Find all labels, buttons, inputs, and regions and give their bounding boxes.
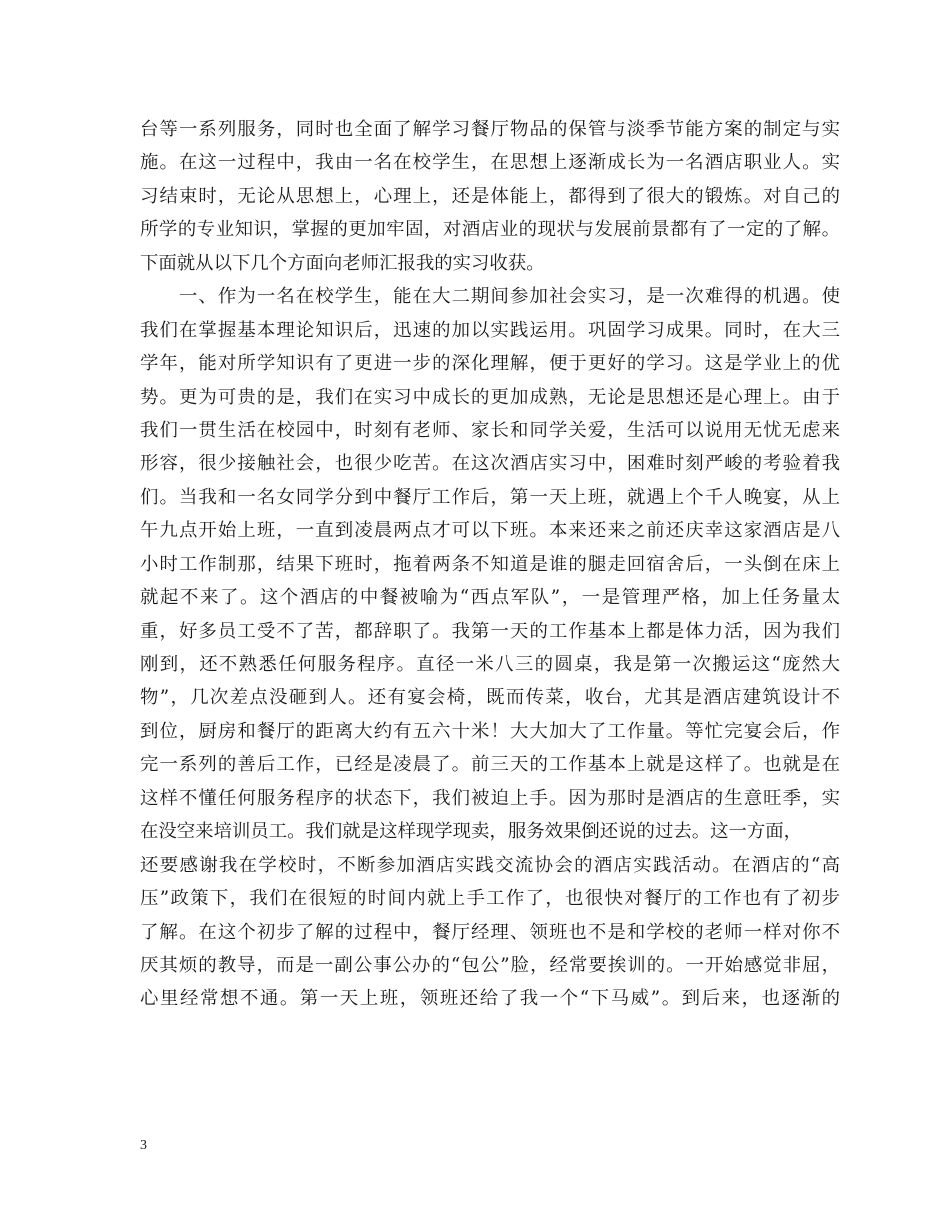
text-line: 心里经常想不通。第一天上班，领班还给了我一个“下马威”。到后来，也逐渐的 (140, 988, 840, 1010)
text-line: 下面就从以下几个方面向老师汇报我的实习收获。 (140, 252, 545, 274)
text-line: 到位，厨房和餐厅的距离大约有五六十米！大大加大了工作量。等忙完宴会后，作 (140, 720, 840, 742)
text-line: 这样不懂任何服务程序的状态下，我们被迫上手。因为那时是酒店的生意旺季，实 (140, 787, 840, 809)
body-text (140, 113, 840, 1016)
text-line: 我们一贯生活在校园中，时刻有老师、家长和同学关爱，生活可以说用无忧无虑来 (140, 419, 840, 441)
text-line: 还要感谢我在学校时，不断参加酒店实践交流协会的酒店实践活动。在酒店的“高 (140, 854, 840, 876)
text-line: 物”，几次差点没砸到人。还有宴会椅，既而传菜，收台，尤其是酒店建筑设计不 (140, 687, 840, 709)
text-line: 习结束时，无论从思想上，心理上，还是体能上，都得到了很大的锻炼。对自己的 (140, 185, 840, 207)
text-line: 台等一系列服务，同时也全面了解学习餐厅物品的保管与淡季节能方案的制定与实 (140, 119, 840, 140)
text-line: 了解。在这个初步了解的过程中，餐厅经理、领班也不是和学校的老师一样对你不 (140, 921, 840, 943)
text-line: 们。当我和一名女同学分到中餐厅工作后，第一天上班，就遇上个千人晚宴，从上 (140, 486, 840, 508)
text-line: 学年，能对所学知识有了更进一步的深化理解，便于更好的学习。这是学业上的优 (140, 353, 840, 375)
text-line: 施。在这一过程中，我由一名在校学生，在思想上逐渐成长为一名酒店职业人。实 (140, 152, 840, 174)
text-line: 在没空来培训员工。我们就是这样现学现卖，服务效果倒还说的过去。这一方面， (140, 821, 803, 843)
text-line: 形容，很少接触社会，也很少吃苦。在这次酒店实习中，困难时刻严峻的考验着我 (140, 453, 840, 475)
text-line: 压”政策下，我们在很短的时间内就上手工作了，也很快对餐厅的工作也有了初步 (140, 888, 840, 910)
text-line: 小时工作制那，结果下班时，拖着两条不知道是谁的腿走回宿舍后，一头倒在床上 (140, 553, 840, 575)
page-number: 3 (140, 1138, 147, 1153)
text-line: 午九点开始上班，一直到凌晨两点才可以下班。本来还来之前还庆幸这家酒店是八 (140, 520, 840, 542)
text-line: 完一系列的善后工作，已经是凌晨了。前三天的工作基本上就是这样了。也就是在 (140, 754, 840, 776)
text-line: 一、作为一名在校学生，能在大二期间参加社会实习，是一次难得的机遇。使 (140, 286, 840, 308)
text-line: 厌其烦的教导，而是一副公事公办的“包公”脸，经常要挨训的。一开始感觉非屈， (140, 954, 840, 976)
text-line: 就起不来了。这个酒店的中餐被喻为“西点军队”，一是管理严格，加上任务量太 (140, 587, 840, 609)
text-line: 势。更为可贵的是，我们在实习中成长的更加成熟，无论是思想还是心理上。由于 (140, 386, 840, 408)
text-line: 重，好多员工受不了苦，都辞职了。我第一天的工作基本上都是体力活，因为我们 (140, 620, 840, 642)
text-line: 我们在掌握基本理论知识后，迅速的加以实践运用。巩固学习成果。同时，在大三 (140, 319, 840, 341)
text-line: 所学的专业知识，掌握的更加牢固，对酒店业的现状与发展前景都有了一定的了解。 (140, 219, 840, 241)
text-line: 刚到，还不熟悉任何服务程序。直径一米八三的圆桌，我是第一次搬运这“庞然大 (140, 654, 840, 675)
